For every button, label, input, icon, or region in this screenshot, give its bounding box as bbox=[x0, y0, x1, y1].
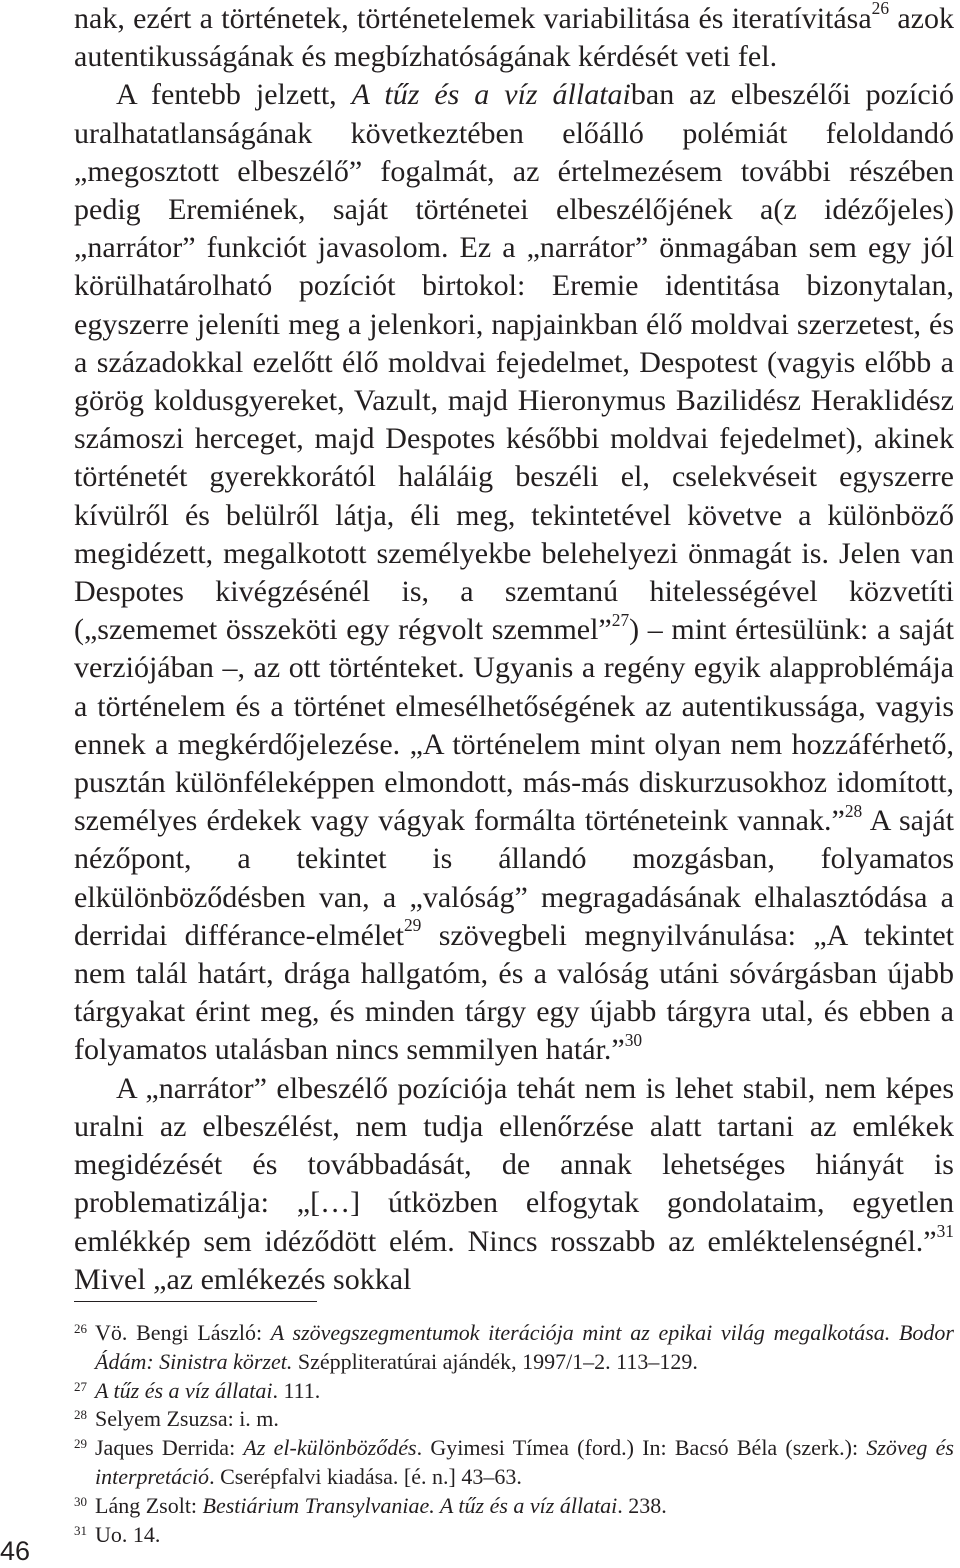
paragraph-continued bbox=[74, 0, 954, 76]
footnote-number: 29 bbox=[74, 1436, 87, 1452]
paragraph bbox=[74, 76, 954, 1069]
footnote-number: 30 bbox=[74, 1493, 87, 1509]
footnote-text bbox=[95, 1434, 954, 1492]
text-run: Jaques Derrida: bbox=[95, 1435, 244, 1461]
text-run: Uo. 14. bbox=[95, 1521, 161, 1547]
footnote-number: 27 bbox=[74, 1378, 87, 1394]
text-run: . 238. bbox=[617, 1492, 667, 1518]
footnote-30 bbox=[74, 1492, 954, 1521]
text-run: Vö. Bengi László: bbox=[95, 1320, 271, 1345]
text-run: . Cserépfalvi kiadása. [é. n.] 43–63. bbox=[209, 1463, 522, 1489]
footnote-text bbox=[95, 1492, 954, 1521]
text-run: Mivel „az emlékezés sokkal bbox=[74, 1262, 412, 1296]
footnote-text bbox=[95, 1521, 954, 1550]
text-run: Láng Zsolt: bbox=[95, 1492, 203, 1518]
italic-run: A szövegszegmentumok iterációja mint az epikai világ megalkotása. Bodor Ádám: Sinistra körzet. bbox=[95, 1320, 954, 1374]
footnote-ref-29: 29 bbox=[403, 915, 422, 936]
footnote-text bbox=[95, 1405, 954, 1434]
footnote-separator bbox=[74, 1301, 317, 1302]
footnote-ref-28: 28 bbox=[844, 800, 863, 821]
text-run: A fentebb jelzett, bbox=[116, 78, 352, 112]
footnotes bbox=[74, 1319, 954, 1549]
text-run: . 111. bbox=[272, 1377, 321, 1403]
footnote-ref-27: 27 bbox=[611, 609, 630, 630]
main-text bbox=[74, 0, 954, 1299]
text-run: Széppliteratúrai ajándék, 1997/1–2. 113–129. bbox=[292, 1348, 698, 1374]
paragraph bbox=[74, 1070, 954, 1299]
footnote-28 bbox=[74, 1405, 954, 1434]
footnote-29 bbox=[74, 1434, 954, 1492]
text-run: ban az elbeszélői pozíció uralhatatlanságának következtében előálló polémiát feloldandó „megosztott elbeszélő” fogalmát, az értelmezésem további részében pedig Eremiének, saját történetei elbeszélőjének a(z idézőjeles) „narrátor” funkciót javasolom. Ez a „narrátor” önmagában sem egy jól körülhatárolható pozíciót birtokol: Eremie identitása bizonytalan, egyszerre jeleníti meg a jelenkori, napjainkban élő moldvai szerzetest, és a századokkal ezelőtt élő moldvai fejedelmet, Despotest (vagyis előbb a görög koldusgyereket, Vazult, majd Hieronymus Bazilidész Heraklidész számoszi herceget, majd Despotes későbbi moldvai fejedelmet), akinek történetét gyerekkorától haláláig beszéli el, cselekvéseit egyszerre kívülről és belülről látja, éli meg, tekintetével követve a különböző megidézett, megalkotott személyekbe belehelyezi önmagát is. Jelen van Despotes kivégzésénél is, a szemtanú hitelességével közvetíti („szememet összeköti egy régvolt szemmel” bbox=[74, 78, 954, 647]
text-run: A „narrátor” elbeszélő pozíciója tehát nem is lehet stabil, nem képes uralni az elbeszélést, nem tudja ellenőrzése alatt tartani az emlékek megidézését és továbbadását, de annak lehetséges hiányát is problematizálja: „[…] útközben elfogytak gondolataim, egyetlen emlékkép sem idéződött elém. Nincs rosszabb az emléktelenségnél.” bbox=[74, 1071, 954, 1258]
text-run: szövegbeli megnyilvánulása: „A tekintet nem talál határt, drága hallgatóm, és a valóság utáni sóvárgásban újabb tárgyakat érint meg, és minden tárgy egy újabb tárgyra utal, és ebben a folyamatos utalásban nincs semmilyen határ.” bbox=[74, 918, 954, 1067]
italic-run: Bestiárium Transylvaniae. A tűz és a víz állatai bbox=[202, 1492, 618, 1518]
footnote-text bbox=[95, 1377, 954, 1406]
footnote-31 bbox=[74, 1521, 954, 1550]
italic-run: Szöveg és interpretáció bbox=[95, 1435, 954, 1489]
footnote-number: 31 bbox=[74, 1522, 87, 1538]
text-run: ) – mint értesülünk: a saját verziójában –, az ott történteket. Ugyanis a regény egyik alapproblémája a történelem és a történet elmesélhetőségének az autentikussága, vagyis ennek a megkérdőjelezése. „A történelem mint olyan nem hozzáférhető, pusztán különféleképpen elmondott, más-más diskurzusokhoz idomított, személyes érdekek vagy vágyak formálta történeteink vannak.” bbox=[74, 613, 954, 838]
text-run: . Gyimesi Tímea (ford.) In: Bacsó Béla (szerk.): bbox=[416, 1435, 867, 1461]
footnote-number: 26 bbox=[74, 1321, 87, 1336]
text-run: Selyem Zsuzsa: i. m. bbox=[95, 1406, 279, 1432]
footnote-27 bbox=[74, 1377, 954, 1406]
italic-run: Az el-különböződés bbox=[243, 1435, 417, 1461]
footnote-ref-26: 26 bbox=[871, 0, 890, 19]
italic-title: A tűz és a víz állatai bbox=[351, 78, 631, 112]
text-run: nak, ezért a történetek, történetelemek variabilitása és iteratívitása bbox=[74, 2, 872, 35]
footnote-ref-30: 30 bbox=[624, 1029, 643, 1050]
text-run: azok autentikusságának és megbízhatóságának kérdését veti fel. bbox=[74, 2, 954, 74]
footnote-number: 28 bbox=[74, 1407, 87, 1423]
footnote-26 bbox=[74, 1319, 954, 1377]
page-number: 46 bbox=[0, 1536, 31, 1566]
footnote-ref-31: 31 bbox=[936, 1220, 954, 1241]
italic-run: A tűz és a víz állatai bbox=[95, 1377, 273, 1403]
footnote-text bbox=[95, 1319, 954, 1377]
text-run: A saját nézőpont, a tekintet is állandó mozgásban, folyamatos elkülönböződésben van, a „valóság” megragadásának elhalasztódása a derridai différance-elmélet bbox=[74, 804, 954, 952]
